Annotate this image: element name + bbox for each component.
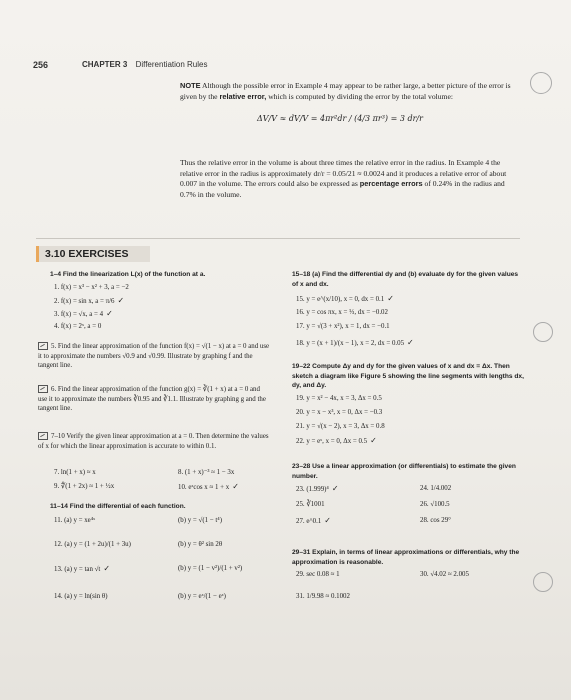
ex-12b: (b) y = θ² sin 2θ bbox=[178, 541, 223, 548]
checkmark-icon: ✓ bbox=[407, 338, 414, 347]
ex-5: 5. Find the linear approximation of the function f(x) = √(1 − x) at a = 0 and use it to approximate the numbers √0.9 and √0.99. Illustrate by graphing f and the tangent line. bbox=[38, 343, 270, 369]
ex-23-28-instructions: 23–28 Use a linear approximation (or differentials) to estimate the given number. bbox=[292, 463, 516, 480]
ex-10: 10. eˣcos x ≈ 1 + x ✓ bbox=[178, 482, 239, 491]
checkmark-icon: ✓ bbox=[324, 516, 331, 525]
ex-11b: (b) y = √(1 − t⁴) bbox=[178, 517, 222, 524]
ex-13b: (b) y = (1 − v²)/(1 + v²) bbox=[178, 565, 243, 572]
ex-12a: 12. (a) y = (1 + 2u)/(1 + 3u) bbox=[54, 541, 131, 548]
note-paragraph bbox=[180, 81, 520, 102]
ex-7-10-instructions: 7–10 Verify the given linear approximation at a = 0. Then determine the values of x for which the linear approximation is accurate to within 0.1. bbox=[38, 433, 269, 450]
graphing-icon bbox=[38, 342, 48, 350]
ex-19-22-instructions: 19–22 Compute Δy and dy for the given values of x and dx = Δx. Then sketch a diagram like Figure 5 showing the line segments with lengths dx, dy, and Δy. bbox=[292, 363, 524, 389]
ex-2: 2. f(x) = sin x, a = π/6 ✓ bbox=[54, 296, 125, 305]
checkmark-icon: ✓ bbox=[106, 309, 113, 318]
chapter-title: Differentiation Rules bbox=[135, 60, 208, 69]
note-text-2: which is computed by dividing the error by the total volume: bbox=[268, 91, 453, 101]
ex-22: 22. y = eˣ, x = 0, Δx = 0.5 ✓ bbox=[296, 436, 377, 445]
corner-circle-icon-3 bbox=[533, 572, 553, 592]
right-exercise-column bbox=[292, 270, 528, 690]
page-number: 256 bbox=[33, 60, 49, 70]
ex-30: 30. √4.02 ≈ 2.005 bbox=[420, 571, 469, 578]
ex-15-18-instructions: 15–18 (a) Find the differential dy and (b) evaluate dy for the given values of x and dx. bbox=[292, 271, 519, 288]
ex-7: 7. ln(1 + x) ≈ x bbox=[54, 469, 96, 476]
ex-26: 26. √100.5 bbox=[420, 501, 450, 508]
checkmark-icon: ✓ bbox=[331, 484, 339, 493]
ex-1: 1. f(x) = x³ − x² + 3, a = −2 bbox=[54, 284, 129, 291]
ex-13a: 13. (a) y = tan √t ✓ bbox=[54, 564, 111, 573]
ex-21: 21. y = √(x − 2), x = 3, Δx = 0.8 bbox=[296, 423, 385, 430]
note-term-relative-error: relative error, bbox=[219, 91, 267, 101]
section-title: 3.10 EXERCISES bbox=[36, 246, 150, 262]
ex-3: 3. f(x) = √x, a = 4 ✓ bbox=[54, 309, 113, 318]
divider bbox=[36, 238, 520, 239]
ex-29-31-instructions: 29–31 Explain, in terms of linear approximations or differentials, why the approximation is reasonable. bbox=[292, 549, 520, 566]
ex-8: 8. (1 + x)⁻³ ≈ 1 − 3x bbox=[178, 469, 235, 476]
note-paragraph-2 bbox=[180, 158, 520, 200]
chapter-label: CHAPTER 3 bbox=[82, 60, 128, 69]
note-text-3: Thus the relative error in the volume is about three times the relative error in the radius. In Example 4 the relative error in the radius is approximately dr/r = 0.05/21 ≈ 0.0024 and it produces a relative error of about 0.007 in the volume. The errors could also be expressed as bbox=[180, 158, 507, 188]
ex-28: 28. cos 29° bbox=[420, 517, 451, 524]
ex-20: 20. y = x − x³, x = 0, Δx = −0.3 bbox=[296, 409, 383, 416]
ex-9: 9. ∜(1 + 2x) ≈ 1 + ½x bbox=[54, 483, 115, 490]
ex-16: 16. y = cos πx, x = ⅓, dx = −0.02 bbox=[296, 309, 388, 316]
graphing-icon bbox=[38, 385, 48, 393]
ex-15: 15. y = e^(x/10), x = 0, dx = 0.1 ✓ bbox=[296, 294, 394, 303]
note-label: NOTE bbox=[180, 81, 201, 90]
checkmark-icon: ✓ bbox=[103, 564, 111, 573]
note-formula: ΔV/V ≈ dV/V = 4πr²dr / (4/3 πr³) = 3 dr/r bbox=[257, 114, 423, 123]
ex-1-4-instructions: 1–4 Find the linearization L(x) of the function at a. bbox=[50, 271, 206, 278]
ex-25: 25. ∛1001 bbox=[296, 501, 325, 508]
ex-6: 6. Find the linear approximation of the function g(x) = ∛(1 + x) at a = 0 and use it to approximate the numbers ∛0.95 and ∛1.1. Illustrate by graphing g and the tangent line. bbox=[38, 386, 266, 412]
ex-11a: 11. (a) y = xe⁴ˣ bbox=[54, 517, 96, 524]
left-exercise-column bbox=[38, 270, 286, 690]
ex-14b: (b) y = eˣ/(1 − eˣ) bbox=[178, 593, 226, 600]
note-text-4: of 0.24% in the radius and 0.7% in the volume. bbox=[180, 179, 505, 199]
ex-27: 27. e^0.1 ✓ bbox=[296, 516, 331, 525]
note-term-percentage: percentage errors bbox=[359, 179, 423, 188]
ex-18: 18. y = (x + 1)/(x − 1), x = 2, dx = 0.05 ✓ bbox=[296, 338, 414, 347]
note-text-1: Although the possible error in Example 4 may appear to be rather large, a better picture of the error is given by the bbox=[180, 81, 511, 101]
checkmark-icon: ✓ bbox=[232, 482, 239, 491]
ex-23: 23. (1.999)⁴ ✓ bbox=[296, 484, 339, 493]
corner-circle-icon-2 bbox=[533, 322, 553, 342]
chapter-header bbox=[82, 60, 207, 69]
corner-circle-icon bbox=[530, 72, 552, 94]
ex-24: 24. 1/4.002 bbox=[420, 485, 452, 492]
ex-4: 4. f(x) = 2ˣ, a = 0 bbox=[54, 323, 102, 330]
ex-19: 19. y = x² − 4x, x = 3, Δx = 0.5 bbox=[296, 395, 382, 402]
ex-31: 31. 1/9.98 ≈ 0.1002 bbox=[296, 593, 350, 600]
checkmark-icon: ✓ bbox=[117, 296, 125, 305]
ex-11-14-instructions: 11–14 Find the differential of each function. bbox=[50, 503, 186, 510]
checkmark-icon: ✓ bbox=[370, 436, 377, 445]
ex-17: 17. y = √(3 + x²), x = 1, dx = −0.1 bbox=[296, 323, 390, 330]
ex-29: 29. sec 0.08 ≈ 1 bbox=[296, 571, 340, 578]
ex-14a: 14. (a) y = ln(sin θ) bbox=[54, 593, 108, 600]
graphing-icon bbox=[38, 432, 48, 440]
checkmark-icon: ✓ bbox=[387, 294, 394, 303]
